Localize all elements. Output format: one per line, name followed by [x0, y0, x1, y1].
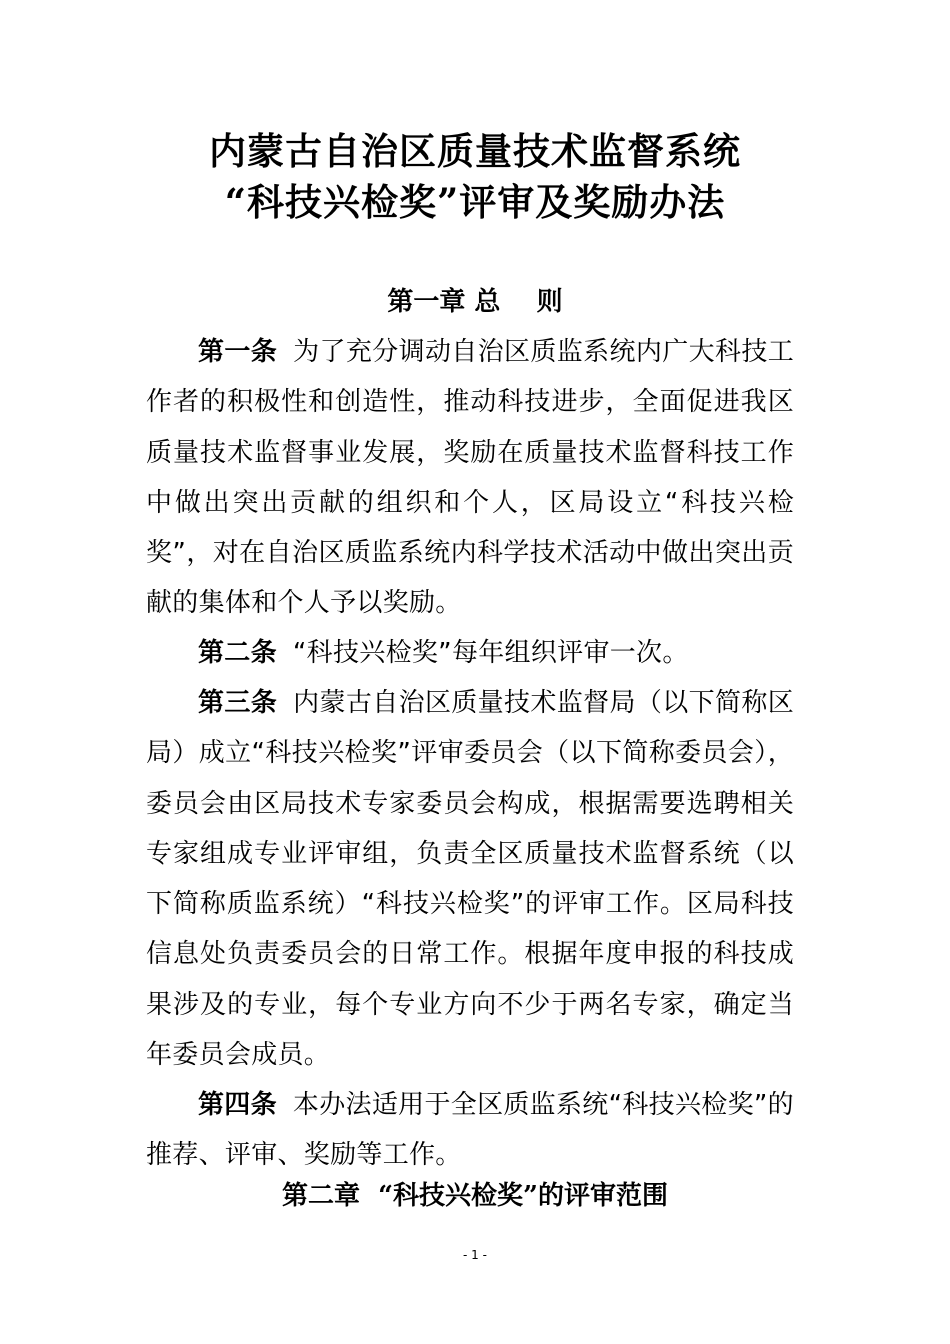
title-line-2: “科技兴检奖”评审及奖励办法 [224, 180, 726, 224]
document-title [0, 126, 950, 228]
article-4-body: 本办法适用于全区质监系统“科技兴检奖”的推荐、评审、奖励等工作。 [146, 1090, 794, 1171]
article-4-heading: 第四条 [198, 1090, 277, 1120]
chapter-heading-2: 第二章 “科技兴检奖”的评审范围 [281, 1181, 668, 1211]
page-number: - 1 - [463, 1248, 487, 1262]
article-1-body: 为了充分调动自治区质监系统内广大科技工作者的积极性和创造性，推动科技进步，全面促进我区质量技术监督事业发展，奖励在质量技术监督科技工作中做出突出贡献的组织和个人，区局设立“科技兴检奖”，对在自治区质监系统内科学技术活动中做出突出贡献的集体和个人予以奖励。 [146, 337, 795, 619]
article-4 [146, 1080, 794, 1181]
article-1 [146, 327, 794, 629]
article-3-heading: 第三条 [198, 688, 278, 718]
article-2-body: “科技兴检奖”每年组织评审一次。 [292, 638, 689, 668]
title-line-1: 内蒙古自治区质量技术监督系统 [209, 129, 741, 173]
article-3-body: 内蒙古自治区质量技术监督局（以下简称区局）成立“科技兴检奖”评审委员会（以下简称委员会），委员会由区局技术专家委员会构成，根据需要选聘相关专家组成专业评审组，负责全区质量技术监督系统（以下简称质监系统）“科技兴检奖”的评审工作。区局科技信息处负责委员会的日常工作。根据年度申报的科技成果涉及的专业，每个专业方向不少于两名专家，确定当年委员会成员。 [146, 688, 795, 1071]
article-3 [146, 678, 794, 1080]
chapter-heading-1: 第一章 总 则 [387, 287, 563, 317]
article-1-heading: 第一条 [198, 337, 278, 367]
article-2 [146, 628, 794, 678]
article-2-heading: 第二条 [198, 638, 277, 668]
